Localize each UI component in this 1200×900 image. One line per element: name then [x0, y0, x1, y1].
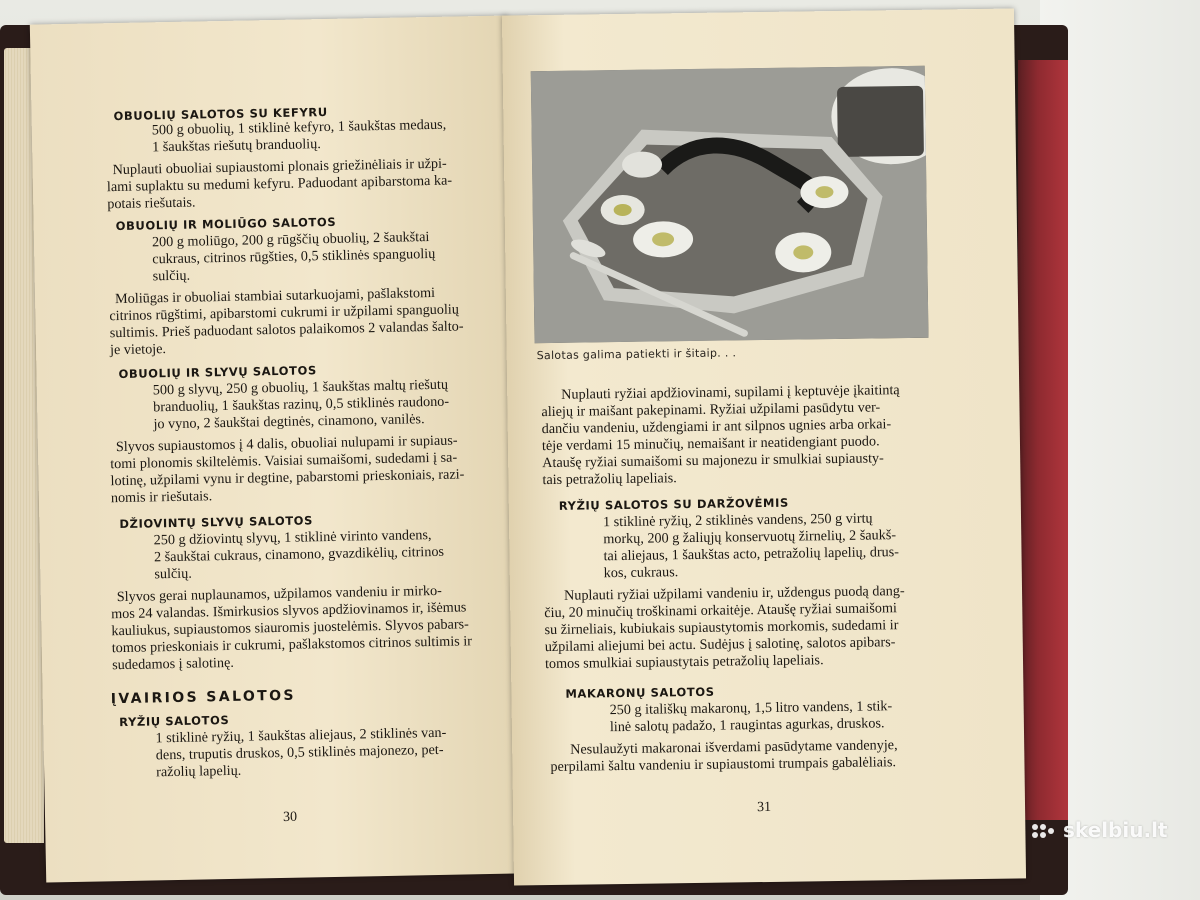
method-line: potais riešutais. [107, 194, 196, 213]
method-line: Nuplauti ryžiai užpilami vandeniu ir, uždengus puodą dang- [563, 583, 905, 604]
method-line: Nuplauti obuoliai supiaustomi plonais griežinėliais ir užpi- [112, 155, 447, 179]
salad-dish-illustration [531, 66, 929, 343]
method-line: tomos prieskoniais ir cukrumi, pašlakstomos citrinos sultimis ir [111, 633, 473, 657]
method-line: tėje verdami 15 minučių, nemaišant ir neatidengiant puodo. [541, 433, 880, 455]
ingredients-line: 250 g itališkų makaronų, 1,5 litro vandens, 1 stik- [609, 698, 893, 719]
watermark-text: skelbiu.lt [1062, 818, 1168, 842]
ingredients-line: linė salotų padažo, 1 raugintas agurkas, druskos. [609, 715, 885, 736]
ingredients-line: sulčių. [154, 565, 192, 583]
ingredients-line: cukraus, citrinos rūgšties, 0,5 stiklinės spanguolių [152, 245, 436, 268]
ingredients-line: ražolių lapelių. [156, 762, 242, 781]
salad-photo [531, 66, 929, 343]
ingredients-line: 500 g slyvų, 250 g obuolių, 1 šaukštas maltų riešutų [152, 376, 449, 399]
method-line: Slyvos supiaustomos į 4 dalis, obuoliai nulupami ir supiaus- [115, 432, 458, 456]
recipe-heading: OBUOLIŲ IR MOLIŪGO SALOTOS [115, 214, 337, 234]
recipe-heading: RYŽIŲ SALOTOS SU DARŽOVĖMIS [558, 495, 789, 513]
ingredients-line: dens, truputis druskos, 0,5 stiklinės majonezo, pet- [155, 741, 444, 764]
ingredients-line: sulčių. [152, 267, 191, 285]
method-line: citrinos rūgštimi, apibarstomi cukrumi ir užpilami spanguolių [109, 301, 460, 325]
ingredients-line: kos, cukraus. [603, 564, 679, 582]
left-page [30, 15, 524, 882]
method-line: Nesulaužyti makaronai išverdami pasūdytame vandenyje, [570, 737, 898, 758]
method-line: tomi plonomis skiltelėmis. Vaisiai sumaišomi, sudedami į sa- [110, 449, 458, 473]
method-line: lotinę, užpilami vynu ir degtine, pabarstomi prieskoniais, razi- [110, 466, 465, 490]
method-line: mos 24 valandas. Išmirkusios slyvos apdžiovinamos ir, išėmus [110, 599, 467, 623]
method-line: Nuplauti ryžiai apdžiovinami, supilami į keptuvėje įkaitintą [561, 382, 900, 403]
ingredients-line: 1 šaukštas riešutų branduolių. [152, 136, 321, 156]
recipe-heading: MAKARONŲ SALOTOS [565, 684, 715, 701]
method-line: kauliukus, supiaustomos siauromis juostelėmis. Slyvos pabars- [111, 616, 469, 640]
method-line: dančiu vandeniu, uždengiami ir ant silpnos ugnies arba orkai- [541, 416, 892, 438]
method-line: sudedamos į salotinę. [111, 654, 235, 674]
method-line: Slyvos gerai nuplaunamos, užpilamos vandeniu ir mirko- [116, 582, 442, 606]
recipe-heading: OBUOLIŲ SALOTOS SU KEFYRU [113, 104, 328, 124]
method-line: sultimis. Prieš paduodant salotos palaikomos 2 valandas šalto- [109, 318, 464, 342]
page-number: 30 [282, 809, 298, 825]
chapter-heading: ĮVAIRIOS SALOTOS [110, 687, 297, 708]
method-line: Moliūgas ir obuoliai stambiai sutarkuojami, pašlakstomi [114, 284, 436, 308]
ingredients-line: 1 stiklinė ryžių, 2 stiklinės vandens, 250 g virtų [602, 510, 873, 531]
red-cover-edge [1018, 60, 1068, 820]
ingredients-line: branduolių, 1 šaukštas razinų, 0,5 stiklinės raudono- [153, 393, 450, 416]
recipe-heading: OBUOLIŲ IR SLYVŲ SALOTOS [118, 363, 317, 382]
method-line: je vietoje. [109, 341, 167, 359]
method-line: aliejų ir maišant pakepinami. Ryžiai užpilami pasūdytu ver- [541, 399, 881, 421]
recipe-heading: DŽIOVINTŲ SLYVŲ SALOTOS [119, 513, 314, 532]
page-number: 31 [756, 799, 772, 816]
method-line: nomis ir riešutais. [110, 488, 213, 507]
method-line: tais petražolių lapeliais. [542, 470, 677, 489]
method-line: užpilami aliejumi bei actu. Sudėjus į salotinę, salotos apibars- [544, 634, 896, 656]
right-page [502, 8, 1026, 885]
ingredients-line: 1 stiklinė ryžių, 1 šaukštas aliejaus, 2 stiklinės van- [155, 724, 447, 747]
method-line: perpilami šaltu vandeniu ir supiaustomi trumpais gabalėliais. [550, 754, 897, 776]
method-line: lami suplaktu su medumi kefyru. Paduodant apibarstoma ka- [106, 172, 453, 196]
method-line: tomos smulkiai supiaustytais petražolių lapeliais. [544, 652, 824, 673]
recipe-heading: RYŽIŲ SALOTOS [119, 712, 230, 730]
ingredients-line: morkų, 200 g žaliųjų konservuotų žirnelių, 2 šaukš- [603, 527, 897, 548]
method-line: su žirneliais, kubiukais supiaustytomis morkomis, sudedami ir [544, 617, 899, 639]
ingredients-line: 2 šaukštai cukraus, cinamono, gvazdikėlių, citrinos [153, 543, 445, 566]
photo-caption: Salotas galima patiekti ir šitaip. . . [536, 346, 737, 363]
watermark-dots-icon [1030, 822, 1056, 842]
ingredients-line: 200 g moliūgo, 200 g rūgščių obuolių, 2 šaukštai [151, 229, 430, 251]
method-line: čiu, 20 minučių troškinami orkaitėje. Ataušę ryžiai sumaišomi [544, 600, 898, 622]
watermark [1030, 818, 1167, 842]
ingredients-line: 250 g džiovintų slyvų, 1 stiklinė virinto vandens, [153, 527, 432, 549]
ingredients-line: 500 g obuolių, 1 stiklinė kefyro, 1 šaukštas medaus, [151, 116, 447, 139]
method-line: Ataušę ryžiai sumaišomi su majonezu ir smulkiai supiausty- [542, 450, 884, 472]
ingredients-line: jo vyno, 2 šaukštai degtinės, cinamono, vanilės. [153, 411, 425, 433]
ingredients-line: tai aliejaus, 1 šaukštas acto, petražolių lapelių, drus- [603, 544, 900, 565]
